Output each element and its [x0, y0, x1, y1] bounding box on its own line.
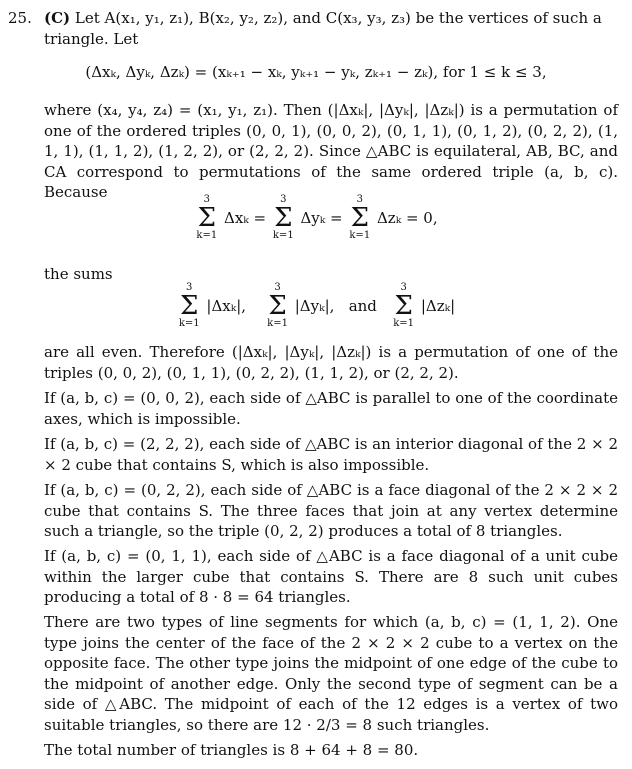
paragraph-permutations: where (x₄, y₄, z₄) = (x₁, y₁, z₁). Then (|Δxₖ|, |Δyₖ|, |Δzₖ|) is a permutation of one of the ordered triples (0, 0, 1), (0, 0, 2), (0, 1, 1), (0, 1, 2), (0, 2, 2), (1, 1, 1), (1, 1, 2), (1, 2, 2), or (2, 2, 2). Since △ABC is equilateral, AB, BC, and CA correspond to permutations of the same ordered triple (a, b, c). Because	[44, 101, 618, 201]
answer-choice: (C)	[44, 9, 71, 27]
sum-term-y: Δyₖ =	[300, 208, 343, 227]
sum-symbol: 3 Σ k=1	[267, 282, 288, 329]
paragraph-even: are all even. Therefore (|Δxₖ|, |Δyₖ|, |Δzₖ|) is a permutation of one of the triples (0, 0, 2), (0, 1, 1), (0, 2, 2), (1, 1, 2), or (2, 2, 2).	[44, 343, 618, 382]
intro-line1: Let A(x₁, y₁, z₁), B(x₂, y₂, z₂), and C(x₃, y₃, z₃) be the vertices of such a	[74, 9, 602, 27]
problem-number: 25.	[8, 9, 32, 27]
sum-symbol: 3 Σ k=1	[393, 282, 415, 329]
sum-term-x: Δxₖ =	[223, 208, 267, 227]
sum-symbol: 3 Σ k=1	[349, 194, 371, 241]
and-word: and	[348, 296, 377, 315]
equation-sum-zero	[0, 194, 632, 242]
sum-symbol: 3 Σ k=1	[196, 194, 218, 241]
the-sums-label: the sums	[44, 265, 113, 283]
intro-line2: triangle. Let	[44, 29, 139, 48]
paragraph-case-112: There are two types of line segments for which (a, b, c) = (1, 1, 2). One type joins the center of the face of the 2 × 2 × 2 cube to a vertex on the opposite face. The other type joins the midpoint of one edge of the cube to the midpoint of another edge. Only the second type of segment can be a side of △ABC. The midpoint of each of the 12 edges is a vertex of two suitable triangles, so there are 12 · 2/3 = 8 such triangles.	[44, 613, 618, 734]
paragraph-case-222: If (a, b, c) = (2, 2, 2), each side of △ABC is an interior diagonal of the 2 × 2 × 2 cube that contains S, which is also impossible.	[44, 435, 618, 474]
equation-abs-sums	[0, 282, 632, 330]
abs-sum-x: |Δxₖ|,	[206, 296, 247, 315]
paragraph-case-011: If (a, b, c) = (0, 1, 1), each side of △ABC is a face diagonal of a unit cube within the larger cube that contains S. There are 8 such unit cubes producing a total of 8 · 8 = 64 triangles.	[44, 547, 618, 606]
intro	[44, 8, 618, 49]
equation-delta-definition: (Δxₖ, Δyₖ, Δzₖ) = (xₖ₊₁ − xₖ, yₖ₊₁ − yₖ, zₖ₊₁ − zₖ), for 1 ≤ k ≤ 3,	[85, 63, 547, 81]
paragraph-total: The total number of triangles is 8 + 64 + 8 = 80.	[44, 741, 419, 759]
sum-symbol: 3 Σ k=1	[178, 282, 200, 329]
abs-sum-y: |Δyₖ|,	[294, 296, 335, 315]
sum-symbol: 3 Σ k=1	[272, 194, 294, 241]
abs-sum-z: |Δzₖ|	[420, 296, 456, 315]
paragraph-case-002: If (a, b, c) = (0, 0, 2), each side of △ABC is parallel to one of the coordinate axes, which is impossible.	[44, 389, 618, 428]
sum-term-z: Δzₖ = 0,	[376, 208, 438, 227]
paragraph-case-022: If (a, b, c) = (0, 2, 2), each side of △ABC is a face diagonal of the 2 × 2 × 2 cube that contains S. The three faces that join at any vertex determine such a triangle, so the triple (0, 2, 2) produces a total of 8 triangles.	[44, 481, 618, 540]
